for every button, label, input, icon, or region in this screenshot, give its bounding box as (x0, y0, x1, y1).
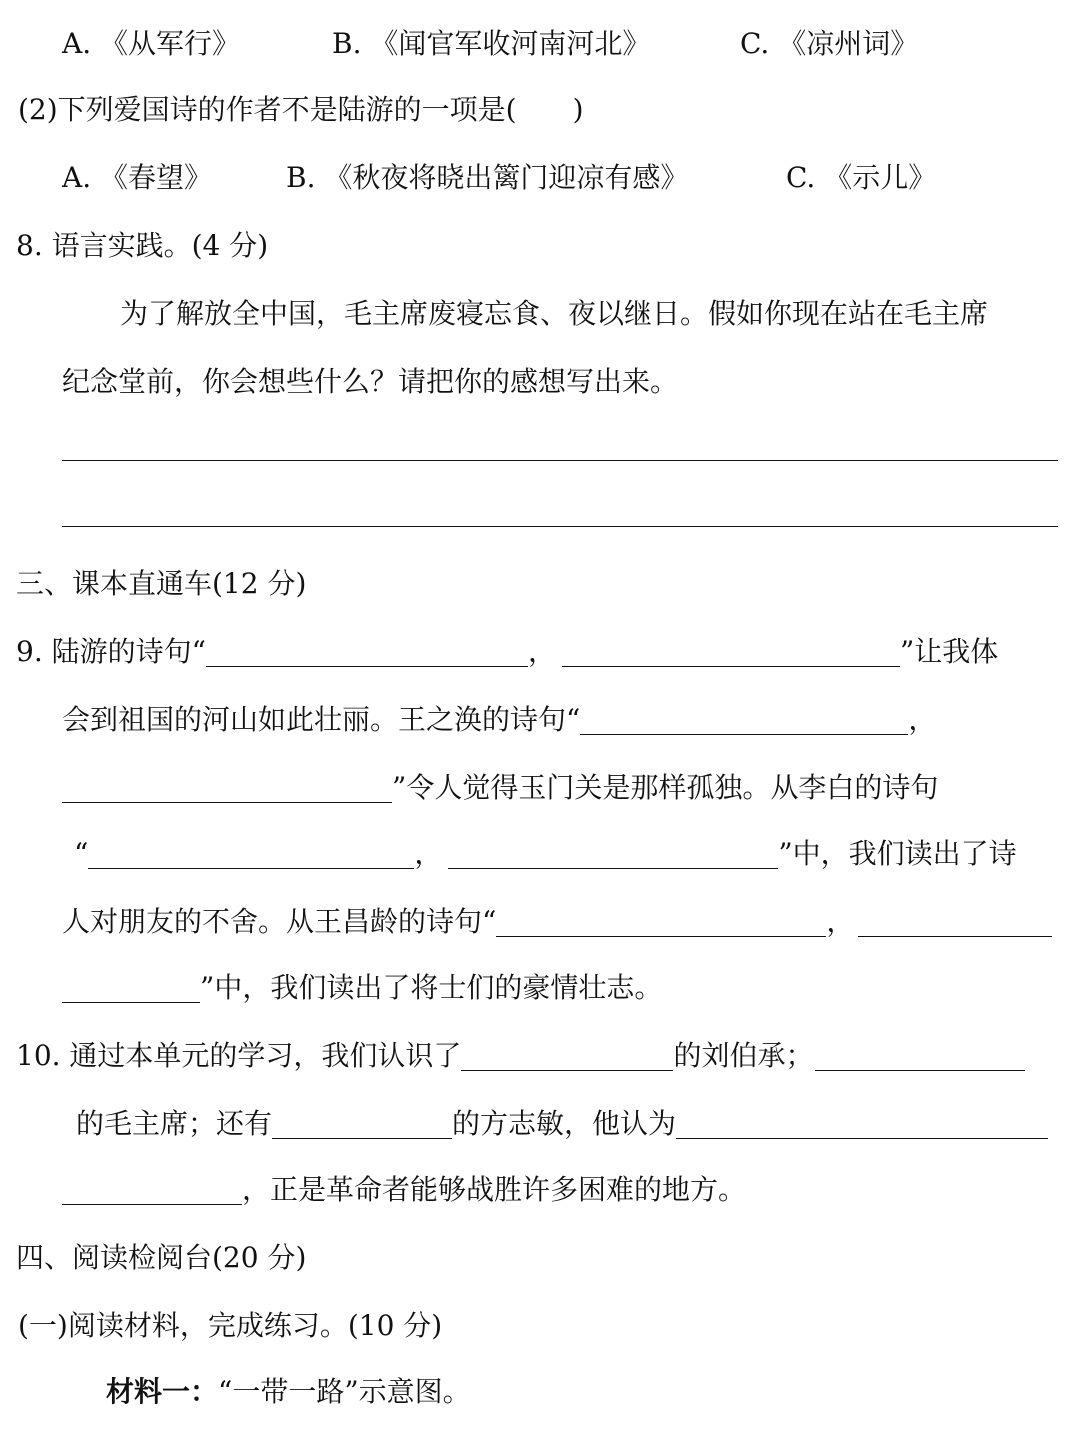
part-1-instruction: (一)阅读材料，完成练习。(10 分) (18, 1309, 443, 1342)
q9-text: ， (527, 635, 556, 668)
q7-option-c: C. 《凉州词》 (740, 27, 919, 60)
fill-blank[interactable] (206, 636, 528, 667)
q10-line2 (76, 1104, 1048, 1144)
q10-text: 的方志敏，他认为 (452, 1107, 677, 1140)
fill-blank[interactable] (272, 1108, 452, 1139)
q7-sub2-option-c: C. 《示儿》 (786, 161, 937, 194)
fill-blank[interactable] (88, 838, 414, 869)
q8-paragraph-line2: 纪念堂前，你会想些什么？请把你的感想写出来。 (62, 365, 679, 398)
q7-sub2-prefix: (2)下列爱国诗的作者不是陆游的一项是( (18, 93, 517, 126)
q9-line5 (62, 902, 1052, 942)
q10-text: 的毛主席；还有 (76, 1107, 273, 1140)
q9-line1 (16, 632, 998, 672)
q7-sub2-option-a: A. 《春望》 (62, 161, 213, 194)
q9-text: ， (414, 837, 443, 870)
section-4-heading: 四、阅读检阅台(20 分) (16, 1241, 307, 1274)
material-1 (106, 1372, 471, 1412)
q9-text: 人对朋友的不舍。从王昌龄的诗句“ (62, 905, 497, 938)
fill-blank[interactable] (448, 838, 778, 869)
q7-sub2-option-b: B. 《秋夜将晓出篱门迎凉有感》 (286, 161, 689, 194)
q9-text: “ (74, 837, 89, 870)
q7-option-a: A. 《从军行》 (62, 27, 241, 60)
fill-blank[interactable] (496, 906, 826, 937)
q10-line3 (62, 1170, 746, 1210)
fill-blank[interactable] (562, 636, 900, 667)
fill-blank[interactable] (580, 704, 908, 735)
q9-text: 会到祖国的河山如此壮丽。王之涣的诗句“ (62, 703, 581, 736)
q9-line3 (62, 768, 938, 808)
q9-text: ”让我体 (899, 635, 999, 668)
fill-blank[interactable] (62, 972, 200, 1003)
q9-text: ”中，我们读出了将士们的豪情壮志。 (200, 971, 663, 1004)
fill-blank[interactable] (676, 1108, 1048, 1139)
q9-line4 (74, 834, 1017, 874)
fill-blank[interactable] (858, 906, 1052, 937)
q9-text: ， (826, 905, 855, 938)
q10-text: 10. 通过本单元的学习，我们认识了 (16, 1039, 462, 1072)
q9-text: ”中，我们读出了诗 (778, 837, 1017, 870)
section-3-heading: 三、课本直通车(12 分) (16, 567, 307, 600)
q8-paragraph-line1: 为了解放全中国，毛主席废寝忘食、夜以继日。假如你现在站在毛主席 (120, 297, 989, 330)
fill-blank[interactable] (62, 772, 392, 803)
q7-sub2-stem (18, 90, 584, 130)
fill-blank[interactable] (62, 1174, 242, 1205)
q8-title: 8. 语言实践。(4 分) (16, 229, 269, 262)
q9-line6 (62, 968, 662, 1008)
q10-text: ，正是革命者能够战胜许多困难的地方。 (242, 1173, 747, 1206)
q7-option-b: B. 《闻官军收河南河北》 (332, 27, 651, 60)
material-1-text: “一带一路”示意图。 (218, 1375, 471, 1408)
q9-text: 9. 陆游的诗句“ (16, 635, 206, 668)
answer-line[interactable] (62, 526, 1058, 527)
q10-line1 (16, 1036, 1025, 1076)
q10-text: 的刘伯承； (673, 1039, 814, 1072)
fill-blank[interactable] (815, 1040, 1025, 1071)
fill-blank[interactable] (461, 1040, 673, 1071)
answer-line[interactable] (62, 460, 1058, 461)
q7-sub2-suffix: ) (572, 93, 584, 126)
q9-text: ”令人觉得玉门关是那样孤独。从李白的诗句 (392, 771, 939, 804)
q9-line2 (62, 700, 936, 740)
material-1-label: 材料一： (106, 1375, 219, 1408)
q9-text: ， (908, 703, 937, 736)
